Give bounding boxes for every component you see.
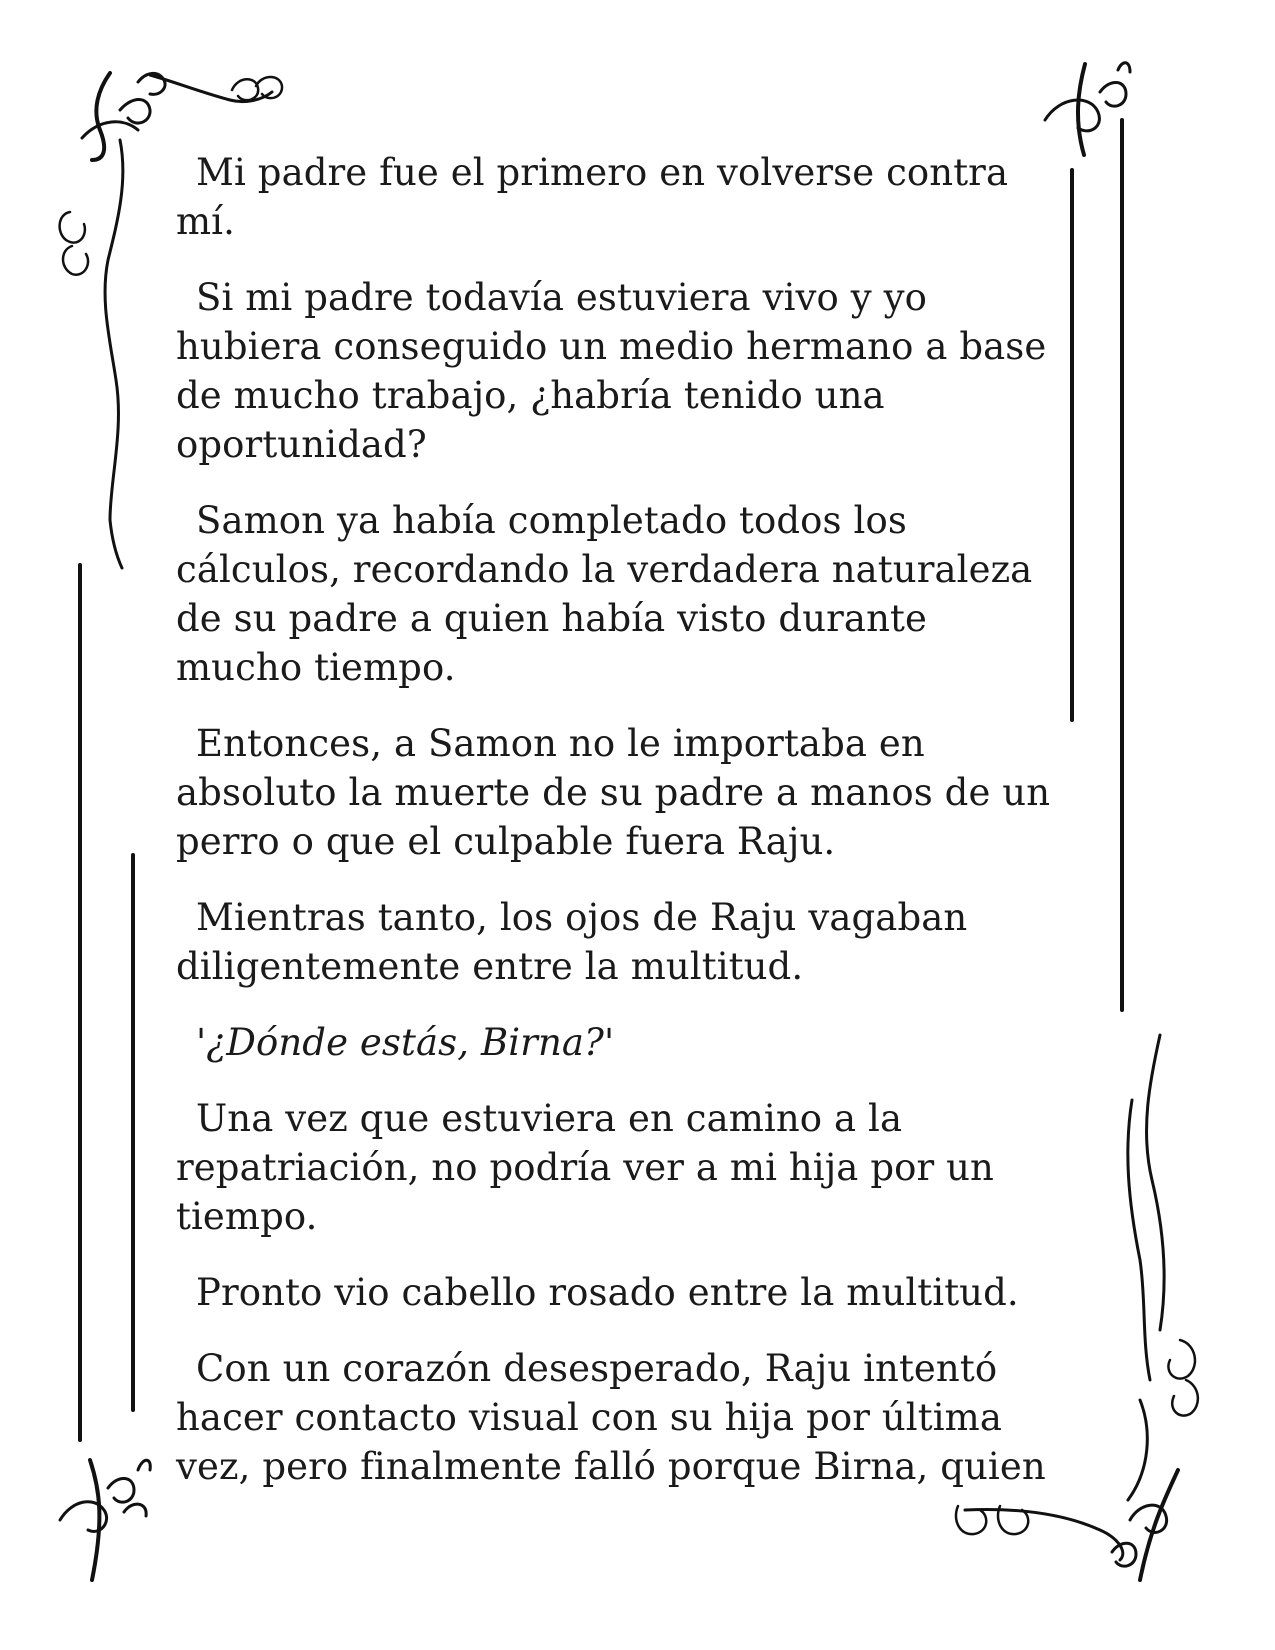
paragraph [176, 496, 1096, 692]
text-line: Pronto vio cabello rosado entre la multitud. [196, 1271, 1019, 1314]
paragraph [176, 1268, 1096, 1317]
text-line: mí. [176, 200, 235, 243]
page-text [176, 148, 1096, 1518]
text-line: hubiera conseguido un medio hermano a base [176, 325, 1047, 368]
paragraph [176, 893, 1096, 991]
text-line: diligentemente entre la multitud. [176, 945, 804, 988]
text-line: '¿Dónde estás, Birna?' [196, 1021, 615, 1064]
bottom-left-flourish-icon [60, 1460, 150, 1580]
text-line: hacer contacto visual con su hija por última [176, 1396, 1002, 1439]
text-line: Mientras tanto, los ojos de Raju vagaban [196, 896, 968, 939]
text-line: Si mi padre todavía estuviera vivo y yo [196, 276, 927, 319]
paragraph [176, 1344, 1096, 1491]
text-line: Samon ya había completado todos los [196, 499, 907, 542]
text-line: tiempo. [176, 1195, 318, 1238]
text-line: Mi padre fue el primero en volverse contra [196, 151, 1009, 194]
text-line: cálculos, recordando la verdadera naturaleza [176, 548, 1033, 591]
paragraph [176, 1094, 1096, 1241]
text-line: repatriación, no podría ver a mi hija por un [176, 1146, 994, 1189]
text-line: oportunidad? [176, 423, 427, 466]
text-line: vez, pero finalmente falló porque Birna, quien [176, 1445, 1046, 1488]
paragraph [176, 719, 1096, 866]
text-line: de mucho trabajo, ¿habría tenido una [176, 374, 885, 417]
text-line: Una vez que estuviera en camino a la [196, 1097, 903, 1140]
text-line: Con un corazón desesperado, Raju intentó [196, 1347, 998, 1390]
paragraph [176, 1018, 1096, 1067]
text-line: de su padre a quien había visto durante [176, 597, 927, 640]
text-line: perro o que el culpable fuera Raju. [176, 820, 836, 863]
text-line: mucho tiempo. [176, 646, 456, 689]
paragraph [176, 148, 1096, 246]
text-line: Entonces, a Samon no le importaba en [196, 722, 925, 765]
text-line: absoluto la muerte de su padre a manos de un [176, 771, 1051, 814]
paragraph [176, 273, 1096, 469]
top-right-flourish-icon [1045, 63, 1130, 155]
